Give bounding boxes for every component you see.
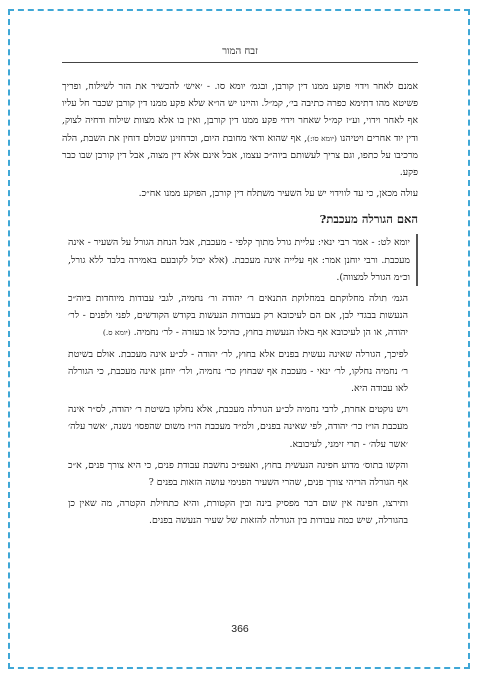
paragraph: לפיכך, הגורלה שאינה נעשית בפנים אלא בחוץ, לר׳ יהודה - לכ״ע אינה מעכבת. אולם בשיטת ר׳ נחמיה נחלקו, לר׳ ינאי - מעכבת אף שבחוץ כר׳ נחמיה, ולר׳ יוחנן אינה מעכבת, כי הגורלה לאו עבודה היא. (68, 348, 408, 395)
paragraph (62, 78, 418, 181)
quote-paragraph: יומא לט: - אמר רבי ינאי: עליית גורל מתוך קלפי - מעכבת, אבל הנחת הגורל על השעיר - אינה מעכבת. ורבי יוחנן אמר: אף עלייה אינה מעכבת. (אלא יכול לקובעם באמירה בלבד ללא גורל, וכ״מ הגורל למצווה). (62, 234, 418, 286)
source-reference: (יומא סו:) (307, 133, 337, 143)
paragraph: עולה מכאן, כי עד לווידוי יש על השעיר משתלח דין קורבן, הפוקע ממנו אח״כ. (138, 188, 418, 200)
paragraph: ויש נוקטים אחרת, לרבי נחמיה לכ״ע הגורלה מעכבת, אלא נחלקו בשיטת ר׳ יהודה, לס״ר אינה מעכבת הו״ז כר׳ יהודה, לפי שאינה בפנים, ולמ״ד מעכבת הו״ז משום שהפסו׳ נשנה, ׳אשר עלה׳ ׳אשר עלה׳ - תרי זימני, לעיכובא. (68, 404, 408, 450)
page-number: 366 (231, 623, 249, 635)
running-title: זבח המור (222, 46, 258, 57)
paragraph-text: , אף שהוא ודאי מחובת היום, וכדחזינן שכולם דוחין את השבת, הלה מרכיבו על כתפו, וגם צריך לעשותם ביוה״כ עצמו, אבל אינם אלא דין מצוה, אבל דין קורבן שבו כבר פקע. (62, 132, 418, 179)
paragraph-text: אמנם לאחר וידוי פוקע ממנו דין קורבן, ובגמ׳ יומא סו. - ׳איש׳ להכשיר את הזר לשילוח, ופריך פשיטא מהו דתימא כפרה כתיבה בי׳, קמ״ל. והיינו יש הו״א שלא פקע ממנו דין קורבן שכבר חל עליו אף לאחר וידוי, וע״ז קמ״ל שאחר וידוי פקע ממנו דין קורבן, ואין בו אלא מצוות שילוח ודחיה לצוק, ודין יוד אחרים ויטיהנו (62, 81, 419, 144)
source-reference: (יומא ס.) (102, 328, 131, 338)
header-rule (62, 62, 418, 63)
paragraph (62, 290, 418, 342)
paragraph-text: הגמ׳ תולה מחלוקתם במחלוקת התנאים ר׳ יהודה ור׳ נחמיה, לגבי עבודות מיוחדות ביוה״כ הנעשות בבגדי לבן, אם הם לעיכובא רק בעבודות הנעשות בקודש הקודשים, לפני ולפנים - לר׳ יהודה, או הן לעיכובא אף באלו הנעשות בחוץ, כהיכל או בעזרה - לר׳ נחמיה. (68, 293, 408, 339)
paragraph: והקשו בתוס׳ מדוע חפינה הנעשית בחוץ, ואעפ״כ נחשבת עבודת פנים, כי היא צורך פנים, א״כ אף הגורלה הריהי צורך פנים, שהרי השעיר הפנימי עושה הזאות בפנים ? (68, 459, 408, 489)
running-header (0, 46, 480, 66)
paragraph: ותירצו, חפינה אין שום דבר מפסיק בינה ובין הקטורת, והיא כתחילת הקטרה, מה שאין כן בהגורלה, שיש כמה עבודות בין הגורלה להזאות של שעיר הנעשה בפנים. (68, 498, 408, 527)
page-body (62, 78, 418, 534)
section-heading: האם הגורלה מעכבת? (319, 212, 418, 227)
